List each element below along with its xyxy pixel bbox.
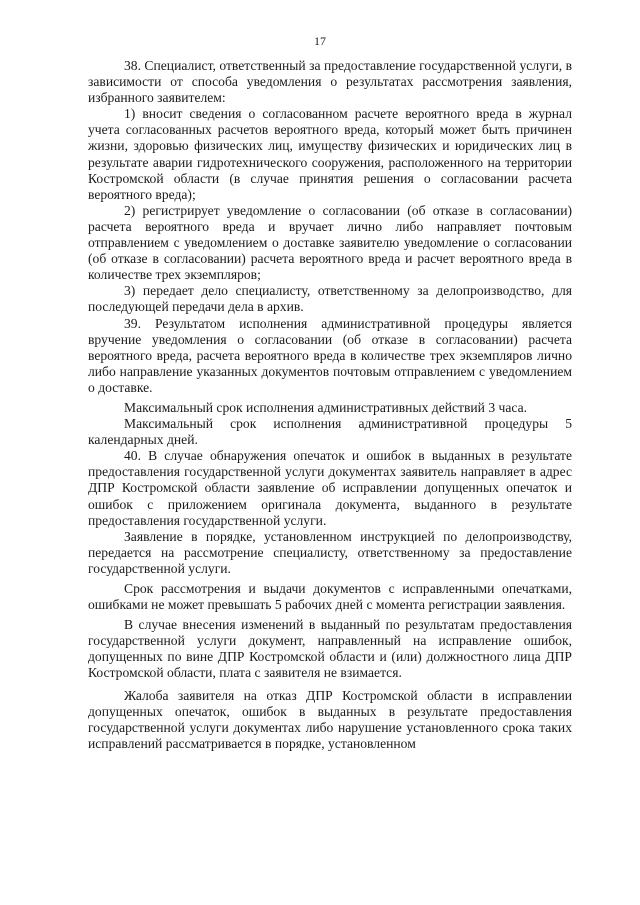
paragraph-39: 39. Результатом исполнения административной процедуры является вручение уведомления о согласовании (об отказе в согласовании) расчета вероятного вреда, расчета вероятного вреда в количестве трех экземпляров лично либо направление указанных документов почтовым отправлением с уведомлением о доставке. [88,315,572,395]
paragraph-38-item-3: 3) передает дело специалисту, ответственному за делопроизводство, для последующей передачи дела в архив. [88,283,572,315]
page-number: 17 [314,34,326,48]
paragraph-application: Заявление в порядке, установленном инструкцией по делопроизводству, передается на рассмотрение специалисту, ответственному за предоставление государственной услуги. [88,528,572,576]
paragraph-38: 38. Специалист, ответственный за предоставление государственной услуги, в зависимости от способа уведомления о результатах рассмотрения заявления, избранного заявителем: [88,58,572,106]
paragraph-38-item-2: 2) регистрирует уведомление о согласовании (об отказе в согласовании) расчета вероятного вреда и вручает лично либо направляет почтовым отправлением с уведомлением о доставке заявителю уведомление о согласовании (об отказе в согласовании) расчета вероятного вреда и расчет вероятного вреда в количестве трех экземпляров; [88,202,572,283]
paragraph-40: 40. В случае обнаружения опечаток и ошибок в выданных в результате предоставления государственной услуги документах заявитель направляет в адрес ДПР Костромской области заявление об исправлении допущенных опечаток и ошибок с приложением оригинала документа, выданного в результате предоставления государственной услуги. [88,448,572,528]
paragraph-max-term-actions: Максимальный срок исполнения административных действий 3 часа. [124,399,528,415]
paragraph-review-term: Срок рассмотрения и выдачи документов с исправленными опечатками, ошибками не может превышать 5 рабочих дней с момента регистрации заявления. [88,581,572,613]
paragraph-no-fee: В случае внесения изменений в выданный по результатам предоставления государственной услуги документ, направленный на исправление ошибок, допущенных по вине ДПР Костромской области и (или) должностного лица ДПР Костромской области, плата с заявителя не взимается. [88,617,572,681]
paragraph-38-item-1: 1) вносит сведения о согласованном расчете вероятного вреда в журнал учета согласованных расчетов вероятного вреда, который может быть причинен жизни, здоровью физических лиц, имуществу физических и юридических лиц в результате аварии гидротехнического сооружения, расположенного на территории Костромской области (в случае принятия решения о согласовании расчета вероятного вреда); [88,106,572,202]
paragraph-complaint: Жалоба заявителя на отказ ДПР Костромской области в исправлении допущенных опечаток, ошибок в выданных в результате предоставления государственной услуги документах либо нарушение установленного срока таких исправлений рассматривается в порядке, установленном [88,687,572,751]
paragraph-max-term-procedure: Максимальный срок исполнения административной процедуры 5 календарных дней. [88,416,572,448]
document-body [88,58,572,752]
